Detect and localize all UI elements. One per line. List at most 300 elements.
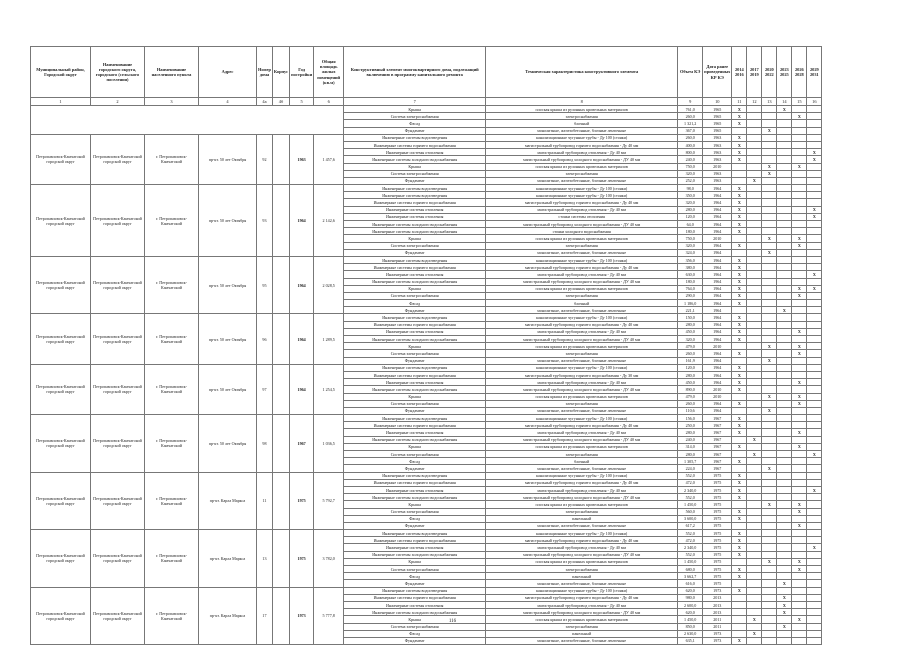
period-mark-cell — [777, 113, 792, 120]
period-mark-cell: X — [732, 264, 747, 271]
volume-cell: 850,0 — [678, 623, 703, 630]
volume-cell: 1 450,0 — [678, 501, 703, 508]
structural-element-cell: Инженерные системы водоотведения — [344, 134, 486, 141]
volume-cell: 290,0 — [678, 292, 703, 299]
volume-cell: 98,0 — [678, 185, 703, 192]
period-mark-cell — [792, 307, 807, 314]
previous-repair-date-cell: 1975 — [703, 537, 732, 544]
volume-cell: 280,0 — [678, 206, 703, 213]
volume-cell: 3 600,0 — [678, 515, 703, 522]
previous-repair-date-cell: 1964 — [703, 364, 732, 371]
period-mark-cell: X — [792, 379, 807, 386]
column-number: 6 — [314, 98, 344, 106]
technical-characteristic-cell: монолитные, железобетонные, блочные ленточные — [486, 580, 678, 587]
period-mark-cell — [792, 609, 807, 616]
previous-repair-date-cell: 1965 — [703, 106, 732, 113]
period-mark-cell — [747, 213, 762, 220]
period-mark-cell — [747, 580, 762, 587]
period-mark-cell — [777, 285, 792, 292]
house-number-cell: 17 — [257, 587, 273, 645]
previous-repair-date-cell: 1964 — [703, 206, 732, 213]
period-mark-cell — [777, 242, 792, 249]
period-mark-cell — [747, 623, 762, 630]
period-mark-cell: X — [732, 494, 747, 501]
volume-cell: 761,0 — [678, 106, 703, 113]
address-cell: пр-кт. 50 лет Октября — [199, 364, 257, 414]
structural-element-cell: Инженерные системы водоотведения — [344, 415, 486, 422]
previous-repair-date-cell: 1964 — [703, 242, 732, 249]
district-cell: Петропавловск-Камчатский городской округ — [31, 314, 91, 364]
period-mark-cell — [792, 415, 807, 422]
period-mark-cell — [747, 594, 762, 601]
period-mark-cell — [762, 141, 777, 148]
period-mark-cell — [777, 407, 792, 414]
volume-cell: 1 305,7 — [678, 458, 703, 465]
structural-element-cell: Инженерные системы отопления — [344, 328, 486, 335]
year-built-cell: 1975 — [290, 530, 314, 588]
period-mark-cell — [807, 594, 822, 601]
house-number-cell: 98 — [257, 415, 273, 473]
technical-characteristic-cell: канализационные чугунные трубы - Ду 100 (стояки) — [486, 134, 678, 141]
year-built-cell: 1964 — [290, 256, 314, 314]
period-mark-cell — [807, 185, 822, 192]
period-mark-cell: X — [792, 343, 807, 350]
period-mark-cell: X — [762, 249, 777, 256]
period-mark-cell — [747, 149, 762, 156]
structural-element-cell: Система электроснабжения — [344, 170, 486, 177]
period-mark-cell — [792, 120, 807, 127]
period-mark-cell — [732, 609, 747, 616]
total-area-cell: 1 457,6 — [314, 134, 344, 184]
previous-repair-date-cell: 1964 — [703, 336, 732, 343]
period-mark-cell: X — [762, 163, 777, 170]
period-mark-cell — [777, 479, 792, 486]
previous-repair-date-cell: 2010 — [703, 386, 732, 393]
table-row — [31, 314, 822, 321]
period-mark-cell — [747, 393, 762, 400]
period-mark-cell — [747, 601, 762, 608]
technical-characteristic-cell: магистральный трубопровод горячего водоснабжения - Ду 40 мм — [486, 479, 678, 486]
period-mark-cell — [732, 558, 747, 565]
previous-repair-date-cell: 1975 — [703, 494, 732, 501]
structural-element-cell: Инженерные системы холодного водоснабжения — [344, 436, 486, 443]
previous-repair-date-cell: 1964 — [703, 285, 732, 292]
period-mark-cell — [777, 451, 792, 458]
period-mark-cell — [792, 278, 807, 285]
address-cell: пр-кт. 50 лет Октября — [199, 185, 257, 257]
period-mark-cell: X — [762, 127, 777, 134]
previous-repair-date-cell: 1975 — [703, 530, 732, 537]
period-mark-cell — [792, 134, 807, 141]
period-mark-cell — [762, 530, 777, 537]
period-mark-cell — [807, 228, 822, 235]
period-mark-cell: X — [732, 228, 747, 235]
period-mark-cell — [747, 609, 762, 616]
previous-repair-date-cell: 1964 — [703, 300, 732, 307]
column-number: 2 — [91, 98, 145, 106]
period-mark-cell — [762, 177, 777, 184]
period-mark-cell — [777, 321, 792, 328]
period-mark-cell — [777, 429, 792, 436]
period-mark-cell: X — [792, 501, 807, 508]
period-mark-cell — [762, 156, 777, 163]
header-volume: Объем КЭ — [678, 47, 703, 98]
period-mark-cell: X — [732, 141, 747, 148]
period-mark-cell — [762, 451, 777, 458]
volume-cell: 280,0 — [678, 371, 703, 378]
period-mark-cell: X — [762, 170, 777, 177]
locality-cell: г. Петропавловск-Камчатский — [145, 185, 199, 257]
previous-repair-date-cell: 1967 — [703, 443, 732, 450]
previous-repair-date-cell: 1975 — [703, 479, 732, 486]
period-mark-cell — [747, 458, 762, 465]
period-mark-cell: X — [732, 530, 747, 537]
technical-characteristic-cell: плоская крыша из рулонных кровельных материалов — [486, 106, 678, 113]
structural-element-cell: Инженерные системы водоотведения — [344, 314, 486, 321]
building-cell — [272, 415, 289, 473]
header-address: Адрес — [199, 47, 257, 98]
period-mark-cell — [762, 350, 777, 357]
period-mark-cell: X — [732, 400, 747, 407]
period-mark-cell: X — [792, 163, 807, 170]
previous-repair-date-cell: 1975 — [703, 501, 732, 508]
period-mark-cell — [762, 192, 777, 199]
year-built-cell: 1963 — [290, 134, 314, 184]
period-mark-cell — [777, 228, 792, 235]
previous-repair-date-cell: 1975 — [703, 486, 732, 493]
structural-element-cell: Инженерные системы отопления — [344, 544, 486, 551]
house-number-cell: 97 — [257, 364, 273, 414]
period-mark-cell: X — [732, 256, 747, 263]
locality-cell: г. Петропавловск-Камчатский — [145, 415, 199, 473]
volume-cell: 221,1 — [678, 307, 703, 314]
structural-element-cell: Инженерные системы отопления — [344, 429, 486, 436]
period-mark-cell — [747, 400, 762, 407]
previous-repair-date-cell: 2010 — [703, 235, 732, 242]
header-structural-element: Конструктивный элемент многоквартирного дома, подлежащий включению в программу капитального ремонта — [344, 47, 486, 98]
structural-element-cell: Система электроснабжения — [344, 451, 486, 458]
technical-characteristic-cell: канализационные чугунные трубы - Ду 100 (стояки) — [486, 364, 678, 371]
period-mark-cell — [807, 336, 822, 343]
period-mark-cell — [747, 573, 762, 580]
period-mark-cell — [807, 472, 822, 479]
period-mark-cell — [747, 415, 762, 422]
structural-element-cell: Инженерные системы горячего водоснабжения — [344, 479, 486, 486]
previous-repair-date-cell: 2011 — [703, 623, 732, 630]
period-mark-cell — [762, 113, 777, 120]
period-mark-cell — [747, 192, 762, 199]
period-mark-cell — [762, 278, 777, 285]
volume-cell: 120,0 — [678, 213, 703, 220]
technical-characteristic-cell: магистральный трубопровод отопления - Ду 40 мм — [486, 486, 678, 493]
period-mark-cell — [777, 587, 792, 594]
previous-repair-date-cell: 1964 — [703, 185, 732, 192]
period-mark-cell — [762, 213, 777, 220]
previous-repair-date-cell: 1964 — [703, 314, 732, 321]
period-mark-cell — [807, 479, 822, 486]
period-mark-cell: X — [732, 637, 747, 644]
period-mark-cell — [747, 407, 762, 414]
settlement-cell: Петропавловск-Камчатский городской округ — [91, 364, 145, 414]
period-mark-cell — [792, 422, 807, 429]
period-mark-cell: X — [732, 587, 747, 594]
technical-characteristic-cell: монолитные, железобетонные, блочные ленточные — [486, 465, 678, 472]
period-mark-cell — [762, 472, 777, 479]
technical-characteristic-cell: канализационные чугунные трубы - Ду 100 (стояки) — [486, 415, 678, 422]
period-mark-cell: X — [732, 422, 747, 429]
period-mark-cell — [792, 141, 807, 148]
period-mark-cell — [777, 300, 792, 307]
structural-element-cell: Инженерные системы холодного водоснабжения — [344, 221, 486, 228]
period-mark-cell — [747, 537, 762, 544]
period-mark-cell — [747, 422, 762, 429]
period-mark-cell — [807, 321, 822, 328]
volume-cell: 450,0 — [678, 328, 703, 335]
column-number: 7 — [344, 98, 486, 106]
period-mark-cell — [807, 530, 822, 537]
previous-repair-date-cell: 1964 — [703, 278, 732, 285]
locality-cell: г. Петропавловск-Камчатский — [145, 256, 199, 314]
period-mark-cell — [792, 221, 807, 228]
period-mark-cell — [777, 213, 792, 220]
header-period-2029-2031: 2029 2031 — [807, 47, 822, 98]
period-mark-cell — [762, 400, 777, 407]
structural-element-cell: Инженерные системы холодного водоснабжения — [344, 609, 486, 616]
period-mark-cell — [732, 249, 747, 256]
previous-repair-date-cell: 1964 — [703, 379, 732, 386]
structural-element-cell: Инженерные системы горячего водоснабжения — [344, 321, 486, 328]
period-mark-cell — [792, 185, 807, 192]
volume-cell: 250,0 — [678, 422, 703, 429]
district-cell: Петропавловск-Камчатский городской округ — [31, 415, 91, 473]
period-mark-cell — [777, 141, 792, 148]
period-mark-cell — [762, 537, 777, 544]
volume-cell: 616,0 — [678, 580, 703, 587]
header-house-number: Номер дома — [257, 47, 273, 98]
technical-characteristic-cell: магистральный трубопровод холодного водоснабжения - ДУ 40 мм — [486, 551, 678, 558]
volume-cell: 3 662,7 — [678, 573, 703, 580]
structural-element-cell: Система электроснабжения — [344, 242, 486, 249]
previous-repair-date-cell: 1964 — [703, 271, 732, 278]
previous-repair-date-cell: 2010 — [703, 343, 732, 350]
building-cell — [272, 185, 289, 257]
structural-element-cell: Фундамент — [344, 177, 486, 184]
period-mark-cell — [777, 271, 792, 278]
period-mark-cell: X — [807, 149, 822, 156]
period-mark-cell — [777, 551, 792, 558]
technical-characteristic-cell: электроснабжения — [486, 170, 678, 177]
period-mark-cell — [792, 601, 807, 608]
period-mark-cell — [807, 235, 822, 242]
period-mark-cell — [747, 350, 762, 357]
period-mark-cell: X — [747, 630, 762, 637]
volume-cell: 380,0 — [678, 264, 703, 271]
period-mark-cell — [747, 328, 762, 335]
technical-characteristic-cell: плоская крыша из рулонных кровельных материалов — [486, 558, 678, 565]
period-mark-cell: X — [747, 177, 762, 184]
period-mark-cell — [792, 551, 807, 558]
period-mark-cell — [747, 465, 762, 472]
period-mark-cell — [792, 256, 807, 263]
volume-cell: 890,0 — [678, 386, 703, 393]
technical-characteristic-cell: монолитные, железобетонные, блочные ленточные — [486, 637, 678, 644]
period-mark-cell — [777, 350, 792, 357]
column-number: 13 — [762, 98, 777, 106]
technical-characteristic-cell: магистральный трубопровод горячего водоснабжения - Ду 40 мм — [486, 321, 678, 328]
period-mark-cell — [747, 278, 762, 285]
period-mark-cell: X — [732, 292, 747, 299]
period-mark-cell — [807, 515, 822, 522]
period-mark-cell: X — [732, 537, 747, 544]
building-cell — [272, 530, 289, 588]
period-mark-cell — [807, 106, 822, 113]
header-period-2023-2025: 2023 2025 — [777, 47, 792, 98]
period-mark-cell: X — [732, 415, 747, 422]
volume-cell: 320,0 — [678, 336, 703, 343]
previous-repair-date-cell: 1975 — [703, 551, 732, 558]
previous-repair-date-cell: 1975 — [703, 580, 732, 587]
period-mark-cell — [777, 163, 792, 170]
structural-element-cell: Инженерные системы холодного водоснабжения — [344, 336, 486, 343]
structural-element-cell: Фасад — [344, 515, 486, 522]
period-mark-cell — [807, 242, 822, 249]
structural-element-cell: Инженерные системы водоотведения — [344, 256, 486, 263]
structural-element-cell: Инженерные системы горячего водоснабжения — [344, 264, 486, 271]
period-mark-cell — [777, 206, 792, 213]
technical-characteristic-cell: стояки системы отопления — [486, 213, 678, 220]
previous-repair-date-cell: 1975 — [703, 522, 732, 529]
technical-characteristic-cell: магистральный трубопровод отопления - Ду 40 мм — [486, 544, 678, 551]
period-mark-cell — [792, 544, 807, 551]
period-mark-cell — [762, 228, 777, 235]
period-mark-cell — [747, 163, 762, 170]
period-mark-cell — [732, 630, 747, 637]
period-mark-cell: X — [732, 106, 747, 113]
period-mark-cell — [792, 357, 807, 364]
district-cell: Петропавловск-Камчатский городской округ — [31, 587, 91, 645]
period-mark-cell — [762, 321, 777, 328]
period-mark-cell: X — [732, 486, 747, 493]
period-mark-cell: X — [732, 156, 747, 163]
period-mark-cell: X — [792, 558, 807, 565]
technical-characteristic-cell: магистральный трубопровод горячего водоснабжения - Ду 30 мм — [486, 371, 678, 378]
period-mark-cell — [792, 537, 807, 544]
volume-cell: 617,2 — [678, 522, 703, 529]
year-built-cell: 1967 — [290, 415, 314, 473]
period-mark-cell — [747, 321, 762, 328]
period-mark-cell — [777, 436, 792, 443]
period-mark-cell — [807, 443, 822, 450]
previous-repair-date-cell: 1975 — [703, 472, 732, 479]
technical-characteristic-cell: плоская крыша из рулонных кровельных материалов — [486, 501, 678, 508]
total-area-cell: 5 777,8 — [314, 587, 344, 645]
period-mark-cell — [777, 192, 792, 199]
period-mark-cell — [747, 364, 762, 371]
period-mark-cell — [732, 594, 747, 601]
period-mark-cell — [777, 501, 792, 508]
period-mark-cell — [807, 407, 822, 414]
column-numbering-row — [31, 98, 822, 106]
period-mark-cell — [747, 170, 762, 177]
period-mark-cell — [807, 364, 822, 371]
period-mark-cell — [732, 163, 747, 170]
period-mark-cell — [792, 407, 807, 414]
period-mark-cell — [762, 328, 777, 335]
period-mark-cell — [732, 407, 747, 414]
period-mark-cell — [762, 199, 777, 206]
building-cell — [272, 134, 289, 184]
period-mark-cell: X — [732, 271, 747, 278]
period-mark-cell — [777, 443, 792, 450]
period-mark-cell: X — [732, 328, 747, 335]
locality-cell: г. Петропавловск-Камчатский — [145, 134, 199, 184]
locality-cell: г. Петропавловск-Камчатский — [145, 364, 199, 414]
volume-cell: 472,0 — [678, 537, 703, 544]
year-built-cell: 1964 — [290, 314, 314, 364]
volume-cell: 320,0 — [678, 199, 703, 206]
table-header-row — [31, 47, 822, 98]
period-mark-cell — [747, 271, 762, 278]
period-mark-cell — [747, 479, 762, 486]
period-mark-cell — [777, 400, 792, 407]
period-mark-cell — [777, 292, 792, 299]
period-mark-cell — [807, 501, 822, 508]
table-row — [31, 530, 822, 537]
structural-element-cell: Крыша — [344, 616, 486, 623]
structural-element-cell: Инженерные системы отопления — [344, 213, 486, 220]
structural-element-cell: Инженерные системы горячего водоснабжения — [344, 371, 486, 378]
period-mark-cell — [792, 364, 807, 371]
volume-cell: 120,0 — [678, 364, 703, 371]
technical-characteristic-cell: электроснабжения — [486, 242, 678, 249]
address-cell: пр-кт. 50 лет Октября — [199, 134, 257, 184]
period-mark-cell — [732, 307, 747, 314]
structural-element-cell: Инженерные системы водоотведения — [344, 472, 486, 479]
period-mark-cell — [747, 587, 762, 594]
period-mark-cell — [747, 371, 762, 378]
period-mark-cell — [762, 515, 777, 522]
previous-repair-date-cell: 1964 — [703, 321, 732, 328]
structural-element-cell: Инженерные системы холодного водоснабжения — [344, 494, 486, 501]
structural-element-cell: Инженерные системы водоотведения — [344, 587, 486, 594]
period-mark-cell — [792, 192, 807, 199]
structural-element-cell: Инженерные системы отопления — [344, 486, 486, 493]
structural-element-cell: Фундамент — [344, 249, 486, 256]
period-mark-cell: X — [762, 501, 777, 508]
structural-element-cell: Система электроснабжения — [344, 400, 486, 407]
year-built-cell: 1964 — [290, 185, 314, 257]
previous-repair-date-cell: 1964 — [703, 292, 732, 299]
volume-cell: 2 600,0 — [678, 601, 703, 608]
previous-repair-date-cell: 1964 — [703, 350, 732, 357]
structural-element-cell: Крыша — [344, 235, 486, 242]
period-mark-cell — [732, 465, 747, 472]
period-mark-cell — [792, 451, 807, 458]
column-number: 1 — [31, 98, 91, 106]
period-mark-cell — [747, 185, 762, 192]
column-number: 5 — [290, 98, 314, 106]
table-row — [31, 134, 822, 141]
period-mark-cell: X — [732, 515, 747, 522]
period-mark-cell — [747, 357, 762, 364]
technical-characteristic-cell: плоская крыша из рулонных кровельных материалов — [486, 393, 678, 400]
period-mark-cell — [807, 573, 822, 580]
volume-cell: 980,0 — [678, 594, 703, 601]
volume-cell: 260,0 — [678, 113, 703, 120]
period-mark-cell — [747, 501, 762, 508]
volume-cell: 552,0 — [678, 472, 703, 479]
period-mark-cell — [792, 106, 807, 113]
